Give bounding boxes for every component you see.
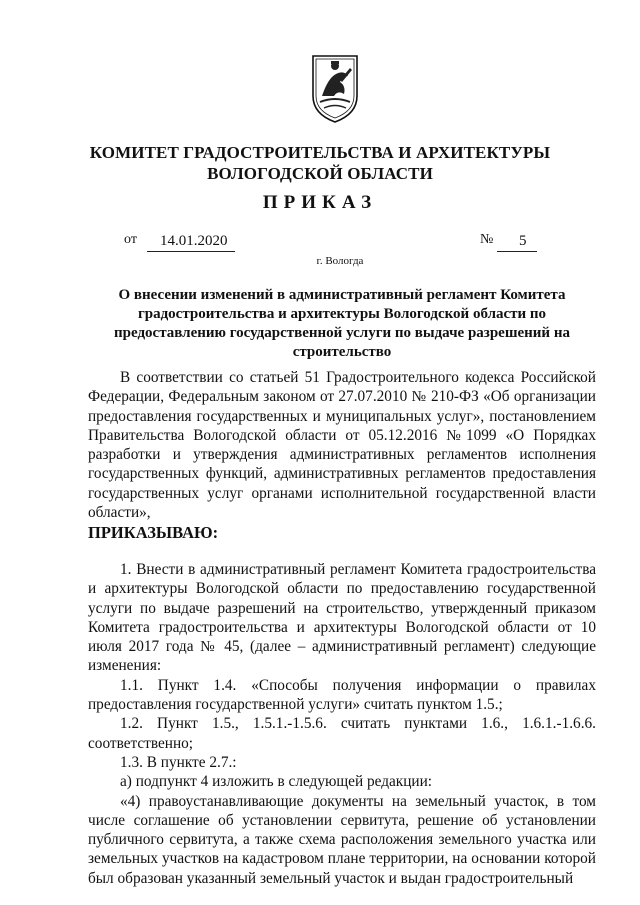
- organization-name-line1: КОМИТЕТ ГРАДОСТРОИТЕЛЬСТВА И АРХИТЕКТУРЫ: [89, 143, 551, 162]
- order-word: ПРИКАЗЫВАЮ:: [88, 523, 219, 542]
- date-underline: [147, 251, 235, 252]
- organization-name-line2: ВОЛОГОДСКОЙ ОБЛАСТИ: [207, 164, 433, 183]
- document-type-title: ПРИКАЗ: [262, 192, 378, 213]
- document-subject: О внесении изменений в административный регламент Комитета градостроительства и архитектуры Вологодской области по предоставлению государственной услуги по выдаче разрешений на строительство: [114, 287, 570, 360]
- preamble-paragraph: [88, 368, 596, 522]
- item-1-3-a: а) подпункт 4 изложить в следующей редакции:: [120, 773, 433, 791]
- date-label: от: [124, 232, 137, 247]
- item-1-3: 1.3. В пункте 2.7.:: [120, 753, 237, 771]
- preamble-text: В соответствии со статьей 51 Градостроительного кодекса Российской Федерации, Федеральным законом от 27.07.2010 № 210-ФЗ «Об организации предоставления государственных и муниципальных услуг», постановлением Правительства Вологодской области от 05.12.2016 №1099 «О Порядках разработки и утверждения административных регламентов исполнения государственных функций, административных регламентов предоставления государственных услуг органами исполнительной государственной власти области»,: [88, 369, 596, 522]
- document-date: 14.01.2020: [160, 233, 228, 249]
- item-1: 1. Внести в административный регламент Комитета градостроительства и архитектуры Вологодской области по предоставлению государственной услуги по выдаче разрешений на строительство, утвержденный приказом Комитета градостроительства и архитектуры Вологодской области от 10 июля 2017 года № 45, (далее – административный регламент) следующие изменения:: [88, 561, 596, 675]
- number-underline: [497, 251, 537, 252]
- item-1-2: 1.2. Пункт 1.5., 1.5.1.-1.5.6. считать пунктами 1.6., 1.6.1.-1.6.6. соответственно;: [88, 715, 596, 752]
- item-1-1: 1.1. Пункт 1.4. «Способы получения информации о правилах предоставления государственной услуги» считать пунктом 1.5.;: [88, 676, 596, 714]
- item-1-3-a-text: «4) правоустанавливающие документы на земельный участок, в том числе соглашение об установлении сервитута, решение об установлении публичного сервитута, а также схема расположения земельного участка или земельных участков на кадастровом плане территории, на основании которой был образован указанный земельный участок и выдан градостроительный: [88, 792, 596, 887]
- document-number: 5: [519, 233, 527, 249]
- number-label: №: [480, 232, 494, 247]
- city: г. Вологда: [316, 255, 364, 267]
- coat-of-arms-emblem: [310, 52, 360, 124]
- order-items: [88, 560, 596, 888]
